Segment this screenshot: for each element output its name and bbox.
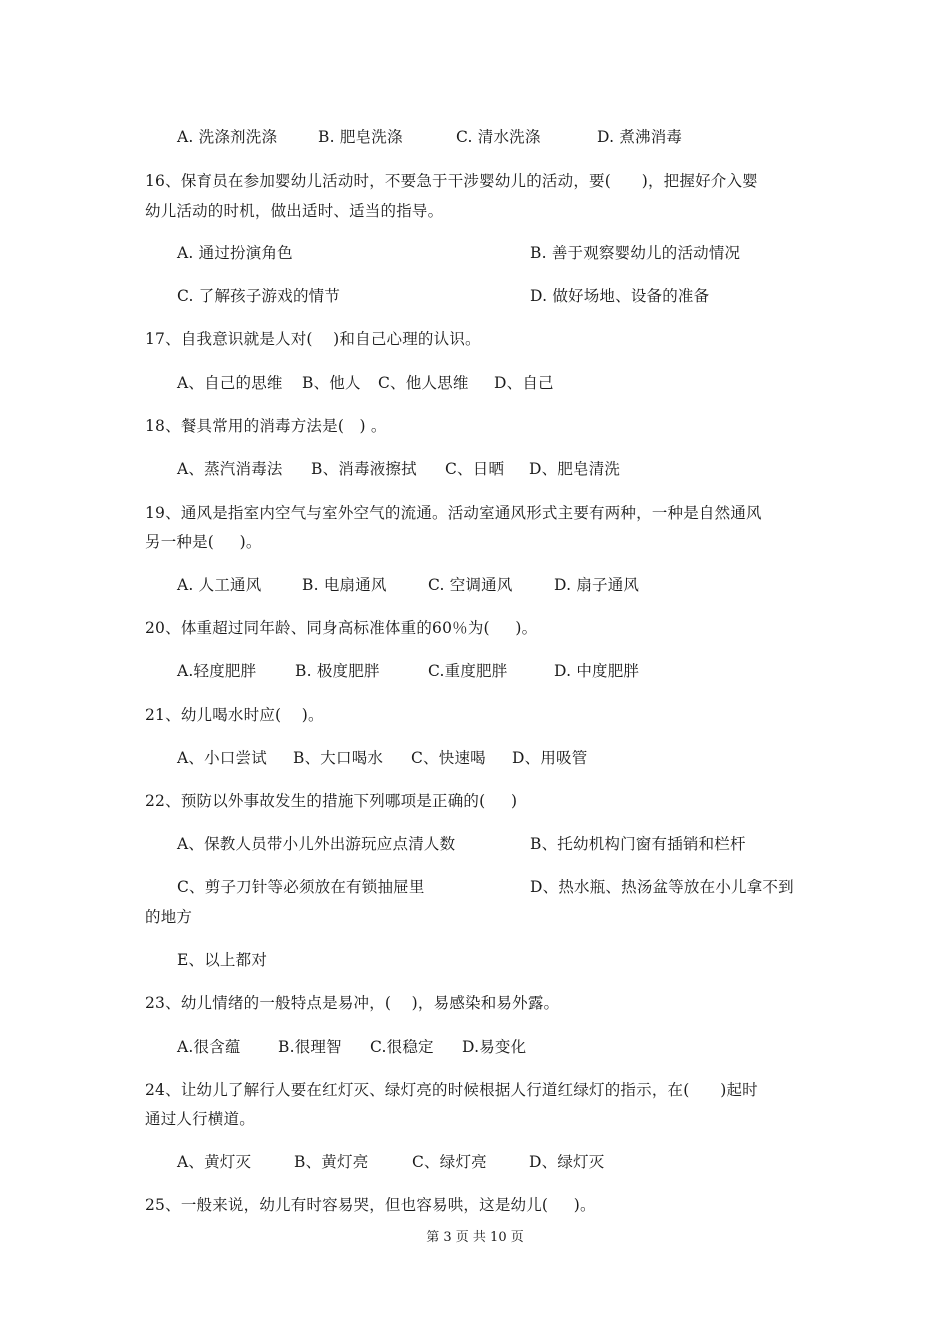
q16-option-c: C. 了解孩子游戏的情节 <box>177 287 341 305</box>
q15-option-a: A. 洗涤剂洗涤 <box>177 128 278 146</box>
q16-option-d: D. 做好场地、设备的准备 <box>530 287 710 305</box>
q22-option-b: B、托幼机构门窗有插销和栏杆 <box>530 835 746 853</box>
q18-option-d: D、肥皂清洗 <box>529 460 621 478</box>
q20-stem: 20、体重超过同年龄、同身高标准体重的60％为( )。 <box>145 619 538 637</box>
q20-option-b: B. 极度肥胖 <box>295 662 380 680</box>
q23-option-b: B.很理智 <box>278 1038 342 1056</box>
q20-option-a: A.轻度肥胖 <box>177 662 257 680</box>
q18-option-c: C、日晒 <box>445 460 505 478</box>
q15-option-c: C. 清水洗涤 <box>456 128 541 146</box>
q21-option-c: C、快速喝 <box>411 749 486 767</box>
q17-option-a: A、自己的思维 <box>177 374 283 392</box>
q17-option-b: B、他人 <box>302 374 361 392</box>
q15-option-b: B. 肥皂洗涤 <box>318 128 403 146</box>
q22-option-c: C、剪子刀针等必须放在有锁抽屉里 <box>177 878 425 896</box>
q21-option-b: B、大口喝水 <box>293 749 384 767</box>
q22-stem: 22、预防以外事故发生的措施下列哪项是正确的( ) <box>145 792 518 810</box>
q21-stem: 21、幼儿喝水时应( )。 <box>145 706 324 724</box>
q16-stem-line1: 16、保育员在参加婴幼儿活动时，不要急于干涉婴幼儿的活动，要( )，把握好介入婴 <box>145 172 758 190</box>
q21-option-a: A、小口尝试 <box>177 749 267 767</box>
q24-option-b: B、黄灯亮 <box>294 1153 369 1171</box>
q15-option-d: D. 煮沸消毒 <box>597 128 683 146</box>
q19-stem-line1: 19、通风是指室内空气与室外空气的流通。活动室通风形式主要有两种，一种是自然通风 <box>145 504 762 522</box>
q17-option-c: C、他人思维 <box>378 374 469 392</box>
q16-option-a: A. 通过扮演角色 <box>177 244 293 262</box>
q20-option-c: C.重度肥胖 <box>428 662 508 680</box>
q25-stem: 25、一般来说，幼儿有时容易哭，但也容易哄，这是幼儿( )。 <box>145 1196 596 1214</box>
q19-option-b: B. 电扇通风 <box>302 576 387 594</box>
q18-option-b: B、消毒液擦拭 <box>311 460 417 478</box>
q22-option-d: D、热水瓶、热汤盆等放在小儿拿不到 <box>530 878 794 896</box>
q17-option-d: D、自己 <box>494 374 554 392</box>
q24-option-c: C、绿灯亮 <box>412 1153 487 1171</box>
q22-option-e: E、以上都对 <box>177 951 268 969</box>
q24-option-a: A、黄灯灭 <box>177 1153 252 1171</box>
q22-option-a: A、保教人员带小儿外出游玩应点清人数 <box>177 835 456 853</box>
q19-option-d: D. 扇子通风 <box>554 576 640 594</box>
q24-option-d: D、绿灯灭 <box>529 1153 605 1171</box>
q23-option-c: C.很稳定 <box>370 1038 434 1056</box>
q19-option-c: C. 空调通风 <box>428 576 513 594</box>
q22-option-d-continued: 的地方 <box>145 908 193 926</box>
q16-stem-line2: 幼儿活动的时机，做出适时、适当的指导。 <box>145 202 444 220</box>
q18-stem: 18、餐具常用的消毒方法是( ) 。 <box>145 417 387 435</box>
q23-stem: 23、幼儿情绪的一般特点是易冲，( )，易感染和易外露。 <box>145 994 560 1012</box>
page-footer: 第 3 页 共 10 页 <box>426 1230 524 1245</box>
q18-option-a: A、蒸汽消毒法 <box>177 460 283 478</box>
q17-stem: 17、自我意识就是人对( )和自己心理的认识。 <box>145 330 481 348</box>
q23-option-a: A.很含蕴 <box>177 1038 241 1056</box>
q19-option-a: A. 人工通风 <box>177 576 262 594</box>
q20-option-d: D. 中度肥胖 <box>554 662 640 680</box>
q19-stem-line2: 另一种是( )。 <box>145 533 262 551</box>
q16-option-b: B. 善于观察婴幼儿的活动情况 <box>530 244 741 262</box>
q23-option-d: D.易变化 <box>462 1038 527 1056</box>
q21-option-d: D、用吸管 <box>512 749 588 767</box>
q24-stem-line1: 24、让幼儿了解行人要在红灯灭、绿灯亮的时候根据人行道红绿灯的指示，在( )起时 <box>145 1081 758 1099</box>
q24-stem-line2: 通过人行横道。 <box>145 1110 255 1128</box>
